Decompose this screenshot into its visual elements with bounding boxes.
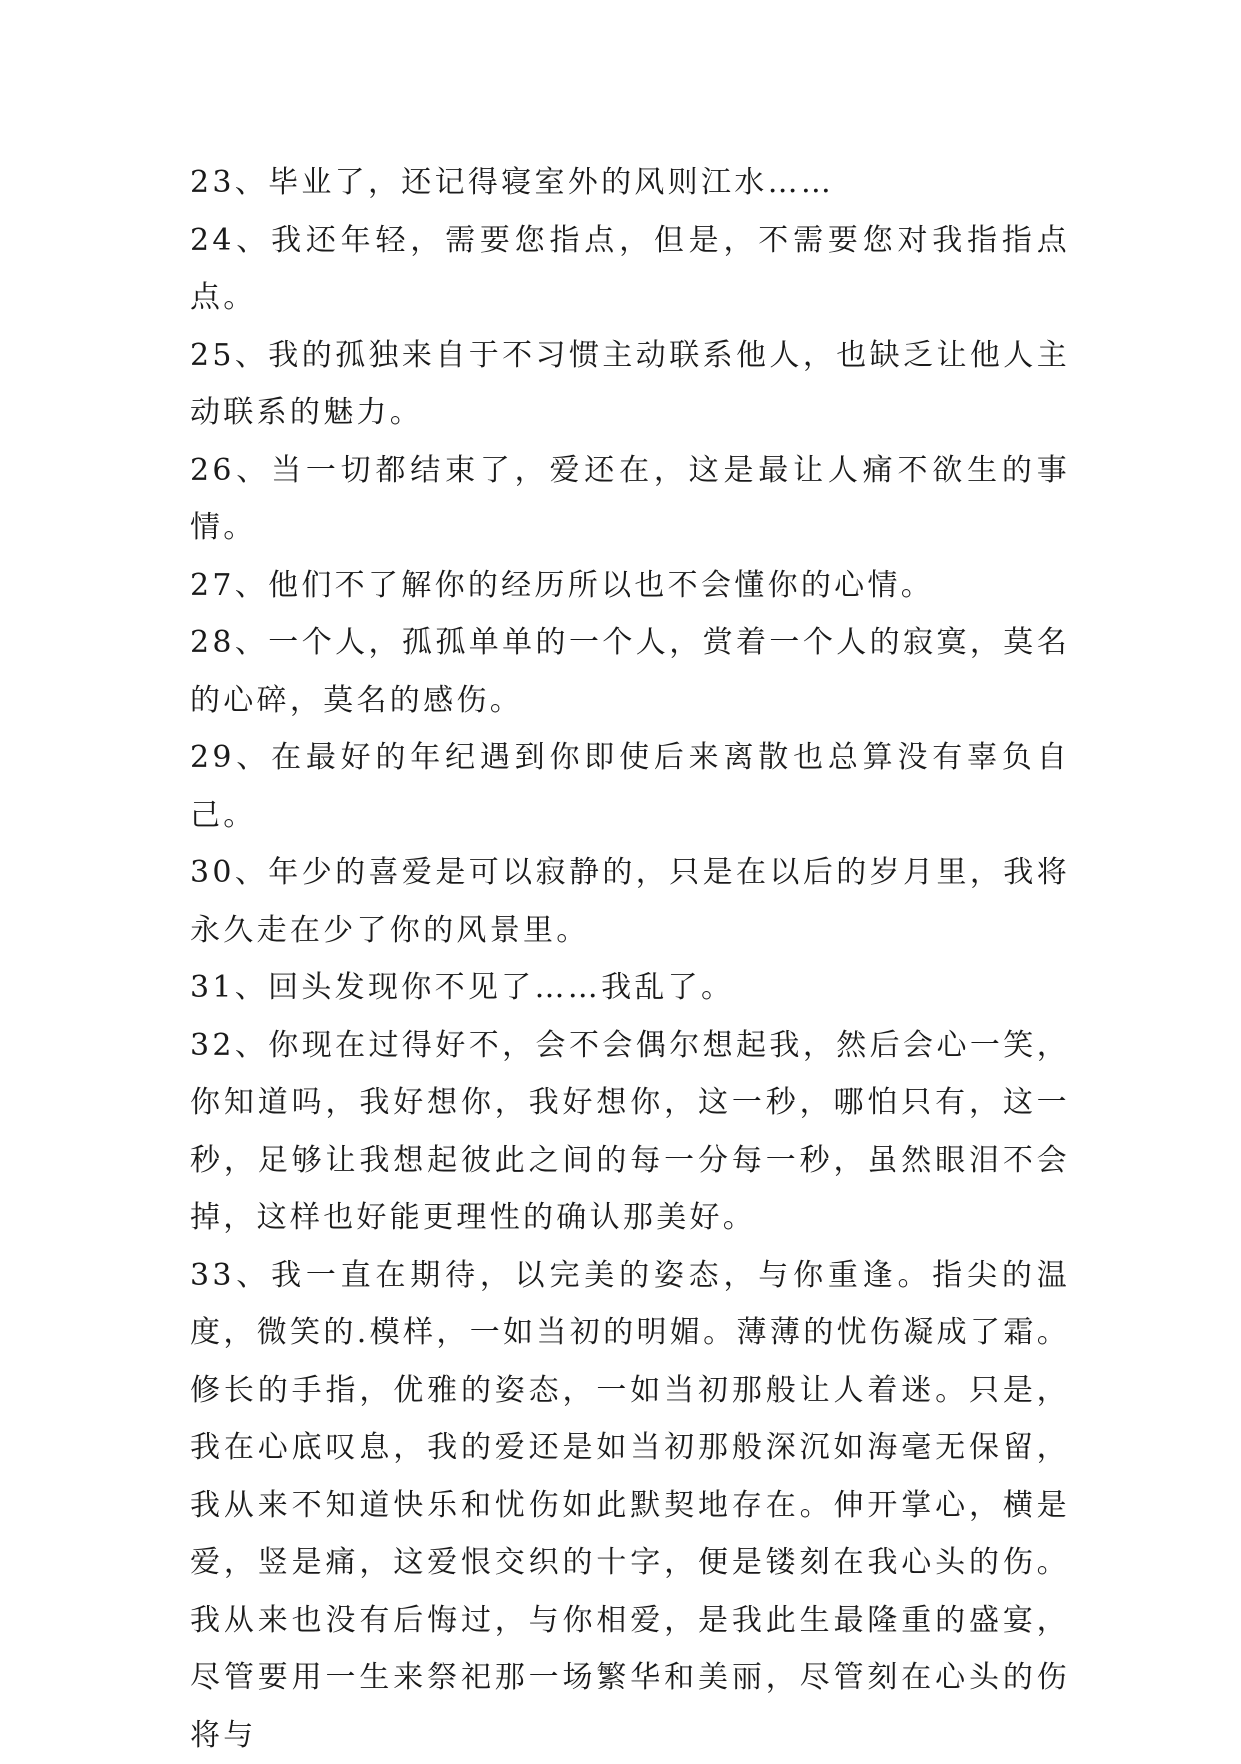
paragraph-28: 28、一个人，孤孤单单的一个人，赏着一个人的寂寞，莫名的心碎，莫名的感伤。 <box>190 614 1070 729</box>
paragraph-31: 31、回头发现你不见了……我乱了。 <box>190 959 1070 1017</box>
paragraph-26: 26、当一切都结束了，爱还在，这是最让人痛不欲生的事情。 <box>190 442 1070 557</box>
paragraph-24: 24、我还年轻，需要您指点，但是，不需要您对我指指点点。 <box>190 212 1070 327</box>
paragraph-32: 32、你现在过得好不，会不会偶尔想起我，然后会心一笑，你知道吗，我好想你，我好想你，这一秒，哪怕只有，这一秒，足够让我想起彼此之间的每一分每一秒，虽然眼泪不会掉，这样也好能更理性的确认那美好。 <box>190 1017 1070 1247</box>
paragraph-27: 27、他们不了解你的经历所以也不会懂你的心情。 <box>190 557 1070 615</box>
paragraph-23: 23、毕业了，还记得寝室外的风则江水…… <box>190 154 1070 212</box>
paragraph-29: 29、在最好的年纪遇到你即使后来离散也总算没有辜负自己。 <box>190 729 1070 844</box>
paragraph-30: 30、年少的喜爱是可以寂静的，只是在以后的岁月里，我将永久走在少了你的风景里。 <box>190 844 1070 959</box>
paragraph-25: 25、我的孤独来自于不习惯主动联系他人，也缺乏让他人主动联系的魅力。 <box>190 327 1070 442</box>
document-body <box>190 154 1070 1764</box>
paragraph-33: 33、我一直在期待，以完美的姿态，与你重逢。指尖的温度，微笑的.模样，一如当初的明媚。薄薄的忧伤凝成了霜。修长的手指，优雅的姿态，一如当初那般让人着迷。只是，我在心底叹息，我的爱还是如当初那般深沉如海毫无保留，我从来不知道快乐和忧伤如此默契地存在。伸开掌心，横是爱，竖是痛，这爱恨交织的十字，便是镂刻在我心头的伤。我从来也没有后悔过，与你相爱，是我此生最隆重的盛宴，尽管要用一生来祭祀那一场繁华和美丽，尽管刻在心头的伤将与 <box>190 1247 1070 1764</box>
